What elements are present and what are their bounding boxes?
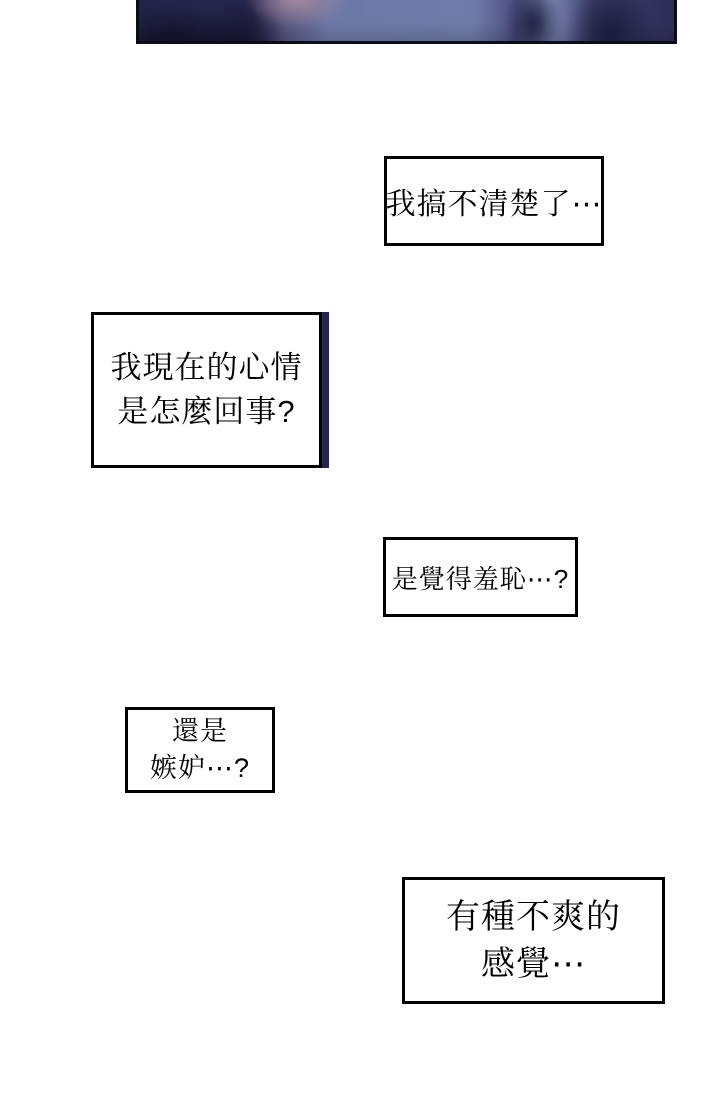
speech-text-line: 是覺得羞恥⋯? bbox=[391, 563, 570, 594]
speech-text-line: 有種不爽的 bbox=[446, 897, 621, 936]
speech-box-5 bbox=[402, 877, 665, 1004]
speech-box-1 bbox=[384, 156, 604, 246]
speech-text-line: 是怎麼回事? bbox=[117, 394, 296, 429]
speech-box-2 bbox=[91, 312, 322, 468]
speech-box-3 bbox=[383, 537, 578, 617]
speech-box-4 bbox=[125, 707, 275, 793]
speech-text-line: 感覺⋯ bbox=[481, 944, 586, 983]
speech-text-line: 嫉妒⋯? bbox=[149, 753, 251, 783]
speech-text-line: 我搞不清楚了⋯ bbox=[385, 188, 603, 221]
speech-text-line: 還是 bbox=[172, 716, 228, 746]
comic-panel-art bbox=[136, 0, 677, 44]
speech-text-line: 我現在的心情 bbox=[110, 350, 303, 385]
comic-panel-image bbox=[136, 0, 677, 44]
